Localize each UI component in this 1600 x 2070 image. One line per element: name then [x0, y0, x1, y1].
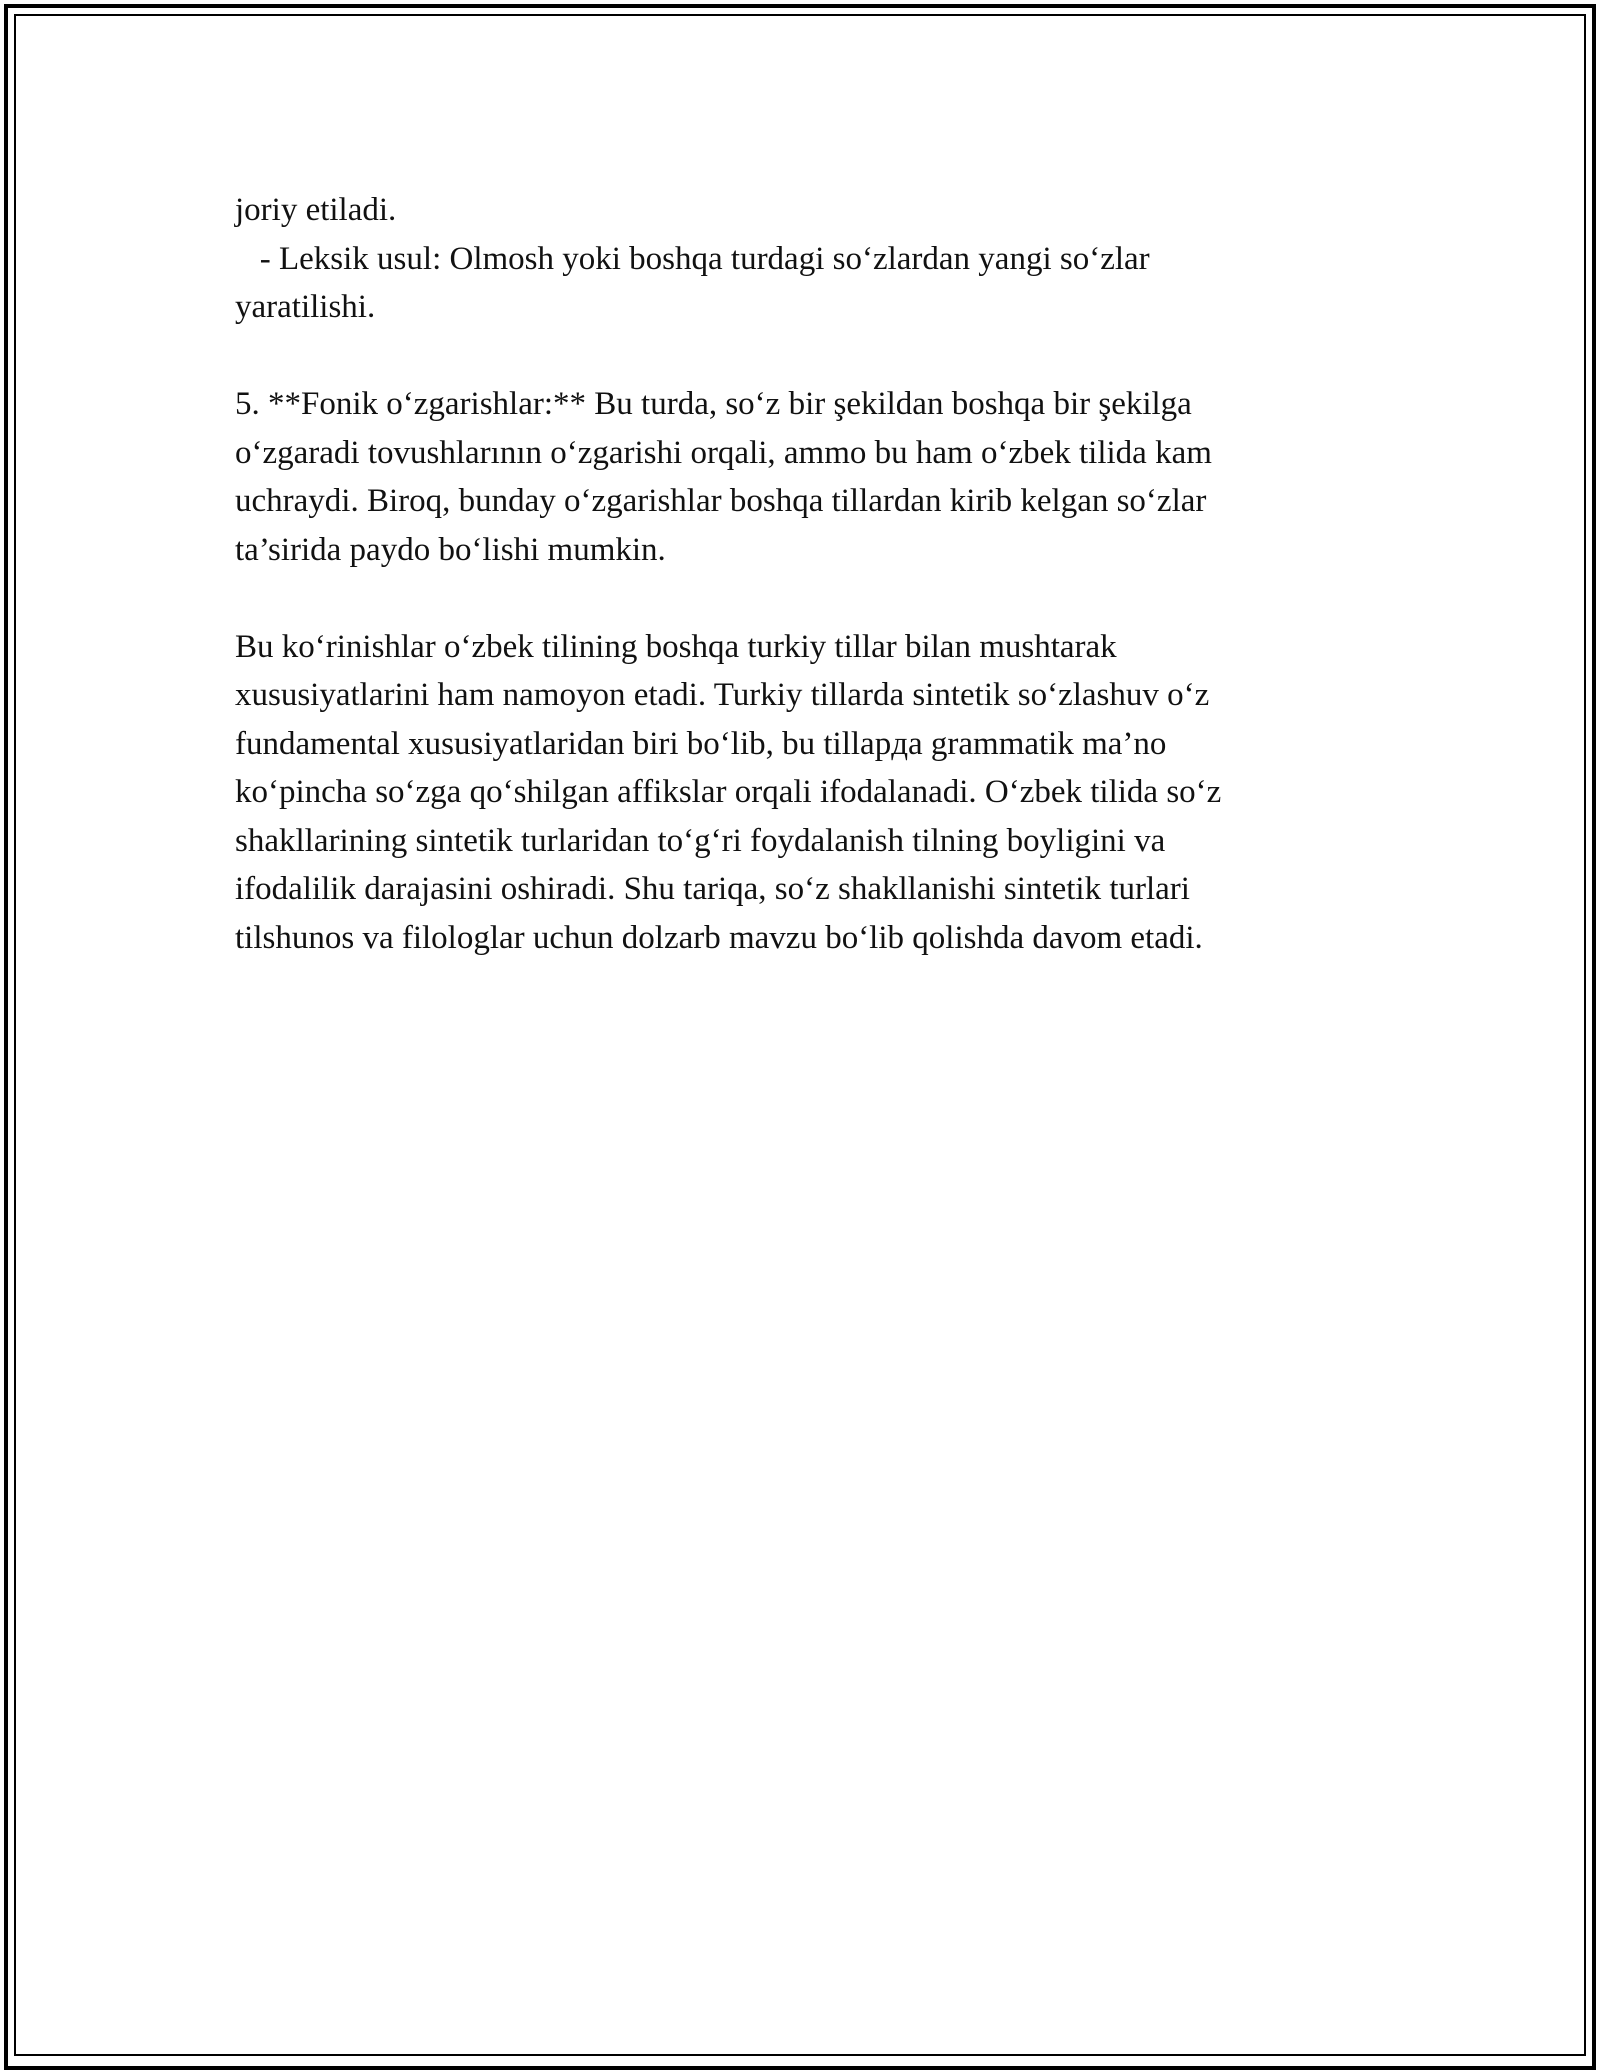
text-line: fundamental xususiyatlaridan biri bo‘lib, bu tillapда grammatik ma’no [235, 725, 1167, 762]
text-line: ta’sirida paydo bo‘lishi mumkin. [235, 531, 666, 568]
text-line: 5. **Fonik o‘zgarishlar:** Bu turda, so‘z bir şekildan boshqa bir şekilga [235, 386, 1192, 422]
text-line: yaratilishi. [235, 289, 376, 325]
text-line: - Leksik usul: Olmosh yoki boshqa turdagi so‘zlardan yangi so‘zlar [235, 240, 1150, 277]
text-line: tilshunos va filologlar uchun dolzarb mavzu bo‘lib qolishda davom etadi. [235, 919, 1203, 956]
text-line: o‘zgaradi tovushlarının o‘zgarishi orqali, ammo bu ham o‘zbek tilida kam [235, 434, 1212, 471]
text-line: joriy etiladi. [235, 192, 397, 228]
text-line: ifodalilik darajasini oshiradi. Shu tariqa, so‘z shakllanishi sintetik turlari [235, 871, 1190, 907]
text-line: ko‘pincha so‘zga qo‘shilgan affikslar orqali ifodalanadi. O‘zbek tilida so‘z [235, 774, 1222, 810]
document-body [235, 186, 1365, 962]
text-line: uchraydi. Biroq, bunday o‘zgarishlar boshqa tillardan kirib kelgan so‘zlar [235, 483, 1207, 519]
blank-line [235, 332, 1365, 381]
text-line: xususiyatlarini ham namoyon etadi. Turkiy tillarda sintetik so‘zlashuv o‘z [235, 677, 1210, 713]
text-line: Bu ko‘rinishlar o‘zbek tilining boshqa turkiy tillar bilan mushtarak [235, 628, 1117, 665]
text-line: shakllarining sintetik turlaridan to‘g‘ri foydalanish tilning boyligini va [235, 822, 1166, 859]
blank-line [235, 574, 1365, 623]
